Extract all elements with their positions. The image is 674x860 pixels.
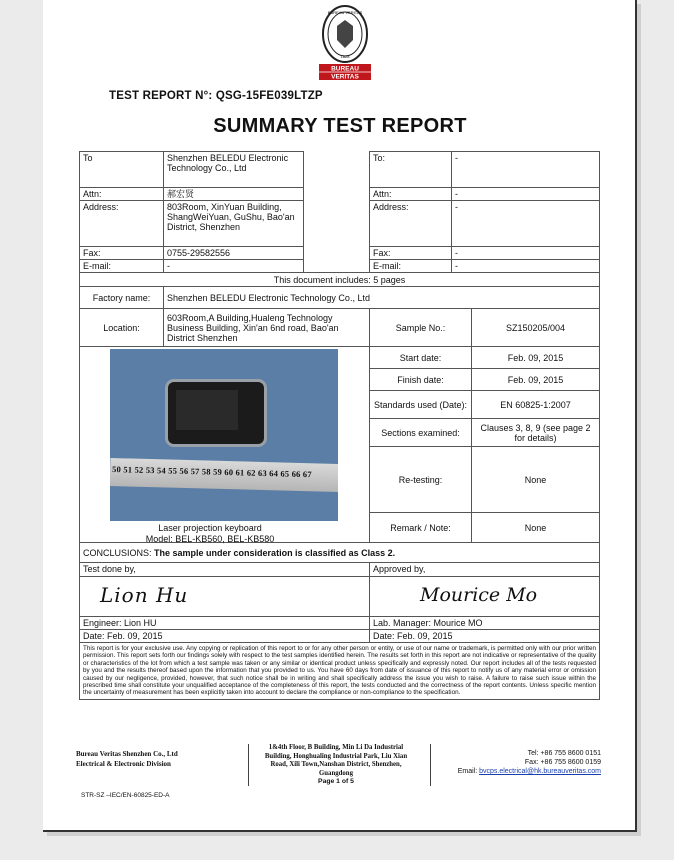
footer-company: Bureau Veritas Shenzhen Co., Ltd bbox=[76, 750, 178, 758]
attn-right-value: - bbox=[452, 188, 600, 201]
report-number: TEST REPORT N°: QSG-15FE039LTZP bbox=[109, 90, 323, 102]
logo-band-top: BUREAU bbox=[331, 65, 359, 73]
footer-email-row bbox=[423, 767, 601, 776]
location-value: 603Room,A Building,Hualeng Technology Business Building, Xin'an 6nd road, Bao'an District Shenzhen bbox=[164, 309, 370, 347]
finish-date-value: Feb. 09, 2015 bbox=[472, 369, 600, 391]
test-date: Date: Feb. 09, 2015 bbox=[80, 630, 370, 643]
page-title: SUMMARY TEST REPORT bbox=[213, 115, 467, 137]
finish-date-label: Finish date: bbox=[370, 369, 472, 391]
document-code: STR-SZ –IEC/EN-60825-ED-A bbox=[81, 792, 170, 799]
test-signature bbox=[80, 577, 370, 617]
footer-address-line: 1&4th Floor, B Building, Min Li Da Industrial bbox=[268, 744, 404, 751]
email-right-value: - bbox=[452, 260, 600, 273]
test-done-label: Test done by, bbox=[80, 563, 370, 577]
attn-value: 郝宏贤 bbox=[164, 188, 304, 201]
product-caption: Laser projection keyboard bbox=[158, 523, 262, 533]
email-label: E-mail: bbox=[80, 260, 164, 273]
attn-label: Attn: bbox=[80, 188, 164, 201]
report-page bbox=[43, 0, 637, 832]
standards-value: EN 60825-1:2007 bbox=[472, 391, 600, 419]
factory-label: Factory name: bbox=[80, 287, 164, 309]
bureau-veritas-logo bbox=[313, 2, 377, 82]
address-right-value: - bbox=[452, 201, 600, 247]
footer-contact-block bbox=[423, 749, 601, 777]
fax-value: 0755-29582556 bbox=[164, 247, 304, 260]
disclaimer: This report is for your exclusive use. Any copying or replication of this report to or for any other person or entity, or use of our name or trademark, is permitted only with our prior written permission. This report sets forth our findings solely with respect to the test samples identified herein. The results set forth in this report are not indicative or representative of the quality or characteristics of the lot from which a test sample was taken or any similar or identical product unless specifically and expressly noted. Our report includes all of the tests requested by you and the results thereof based upon the information that you provided to us. You have 60 days from date of issuance of this report to notify us of any material error or omission caused by our negligence, provided, however, that such notice shall be in writing and shall specifically address the issue you wish to raise. A failure to raise such issue within the prescribed time shall constitute your unqualified acceptance of the completeness of this report, the tests conducted and the correctness of the report contents. Unless specific mention the uncertainty of measurement has been explicitly taken into account to declare the compliance or non-compliance to the specification. bbox=[80, 643, 600, 700]
footer-address-line: Building, Honghualing Industrial Park, Liu Xian bbox=[264, 752, 408, 760]
conclusion-label: CONCLUSIONS: bbox=[83, 547, 152, 558]
footer-address-block bbox=[248, 744, 424, 787]
sample-no-value: SZ150205/004 bbox=[472, 309, 600, 347]
footer-company-block bbox=[76, 749, 178, 769]
approve-signature-text: Mourice Mo bbox=[420, 584, 538, 606]
address-value: 803Room, XinYuan Building, ShangWeiYuan, GuShu, Bao'an District, Shenzhen bbox=[164, 201, 304, 247]
manager-name: Lab. Manager: Mourice MO bbox=[370, 617, 600, 630]
ruler-numbers: 50 51 52 53 54 55 56 57 58 59 60 61 62 63 64 65 66 67 bbox=[111, 464, 312, 480]
product-model: Model: BEL-KB560, BEL-KB580 bbox=[145, 534, 275, 544]
spacer bbox=[304, 152, 370, 188]
start-date-value: Feb. 09, 2015 bbox=[472, 347, 600, 369]
email-right-label: E-mail: bbox=[370, 260, 452, 273]
footer-fax: Fax: +86 755 8600 0159 bbox=[524, 759, 601, 767]
fax-right-label: Fax: bbox=[370, 247, 452, 260]
start-date-label: Start date: bbox=[370, 347, 472, 369]
footer-email-link[interactable]: bvcps.electrical@hk.bureauveritas.com bbox=[479, 768, 601, 776]
product-photo bbox=[110, 349, 338, 521]
page-number: Page 1 of 5 bbox=[318, 778, 354, 786]
logo-year: 1828 bbox=[340, 54, 350, 59]
conclusion-row bbox=[80, 543, 600, 563]
footer-tel: Tel: +86 755 8600 0151 bbox=[527, 750, 601, 757]
conclusion-text: The sample under consideration is classified as Class 2. bbox=[154, 547, 396, 558]
approve-signature bbox=[370, 577, 600, 617]
approve-date: Date: Feb. 09, 2015 bbox=[370, 630, 600, 643]
footer-address-line: Road, Xili Town,Nanshan District, Shenzhen, bbox=[270, 761, 402, 769]
to-right-label: To: bbox=[370, 152, 452, 188]
factory-value: Shenzhen BELEDU Electronic Technology Co., Ltd bbox=[164, 287, 600, 309]
retesting-label: Re-testing: bbox=[370, 447, 472, 513]
location-label: Location: bbox=[80, 309, 164, 347]
logo-ring-text: BUREAU VERITAS bbox=[327, 10, 363, 15]
remark-label: Remark / Note: bbox=[370, 513, 472, 543]
email-value: - bbox=[164, 260, 304, 273]
retesting-value: None bbox=[472, 447, 600, 513]
ruler bbox=[110, 458, 338, 492]
to-value: Shenzhen BELEDU Electronic Technology Co., Ltd bbox=[164, 152, 304, 188]
sections-label: Sections examined: bbox=[370, 419, 472, 447]
test-signature-text: Lion Hu bbox=[100, 582, 189, 607]
document-pages: This document includes: 5 pages bbox=[80, 273, 600, 287]
attn-right-label: Attn: bbox=[370, 188, 452, 201]
keyboard-device bbox=[165, 379, 267, 447]
standards-label: Standards used (Date): bbox=[370, 391, 472, 419]
address-right-label: Address: bbox=[370, 201, 452, 247]
footer-email-label: Email: bbox=[457, 768, 478, 776]
logo-band-bottom: VERITAS bbox=[331, 73, 359, 81]
sections-value: Clauses 3, 8, 9 (see page 2 for details) bbox=[472, 419, 600, 447]
address-label: Address: bbox=[80, 201, 164, 247]
footer-division: Electrical & Electronic Division bbox=[76, 760, 171, 768]
to-label: To bbox=[80, 152, 164, 188]
fax-right-value: - bbox=[452, 247, 600, 260]
remark-value: None bbox=[472, 513, 600, 543]
footer-address-line: Guangdong bbox=[318, 769, 353, 777]
product-caption-block bbox=[80, 523, 340, 545]
sample-no-label: Sample No.: bbox=[370, 309, 472, 347]
to-right-value: - bbox=[452, 152, 600, 188]
fax-label: Fax: bbox=[80, 247, 164, 260]
engineer-name: Engineer: Lion HU bbox=[80, 617, 370, 630]
approved-label: Approved by, bbox=[370, 563, 600, 577]
